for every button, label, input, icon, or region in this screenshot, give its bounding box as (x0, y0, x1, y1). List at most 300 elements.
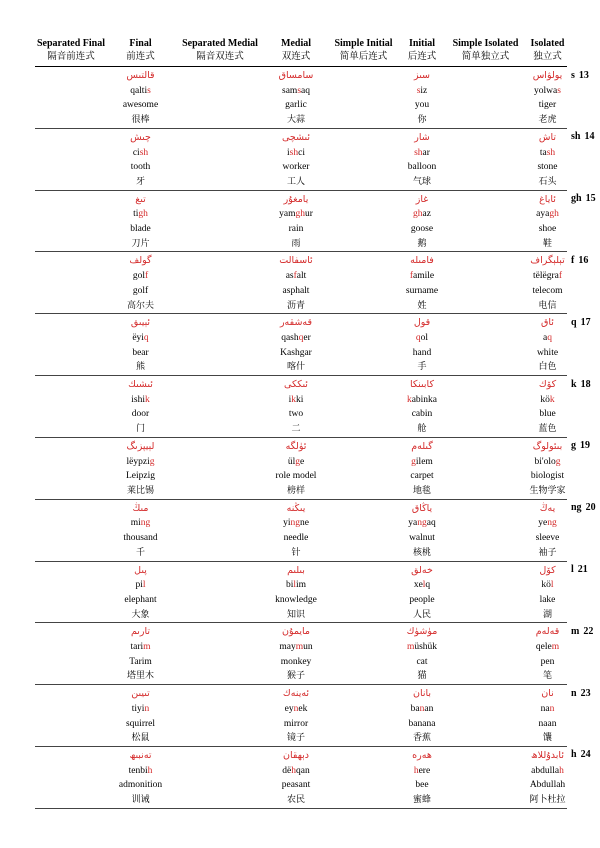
empty-cell (174, 237, 266, 252)
medial-lat-cell (266, 269, 326, 284)
final-lat-cell (107, 516, 174, 531)
latin-part: tëlëgra (532, 271, 559, 282)
latin-part: tenbi (128, 765, 148, 776)
uyghur-arabic-word: سامساق (278, 70, 314, 81)
empty-cell (326, 437, 401, 454)
final-ar-cell (107, 746, 174, 763)
latin-part: ey (284, 703, 294, 714)
isolated-zh-cell (528, 360, 567, 375)
empty-cell (326, 393, 401, 408)
empty-cell (174, 561, 266, 578)
empty-cell (174, 469, 266, 484)
initial-lat-cell (401, 269, 443, 284)
latin-part: ere (418, 765, 431, 776)
latin-highlight: g (555, 456, 561, 467)
table-row (35, 331, 567, 346)
latin-part: ta (539, 147, 547, 158)
isolated-ar-cell (528, 437, 567, 454)
empty-cell (443, 499, 528, 516)
table-row (35, 422, 567, 437)
empty-cell (35, 237, 107, 252)
empty-cell (174, 422, 266, 437)
empty-cell (174, 778, 266, 793)
chinese-gloss: 高尔夫 (126, 300, 154, 311)
isolated-ar-cell (528, 499, 567, 516)
latin-highlight: ng (290, 518, 300, 529)
latin-part: ba (410, 703, 420, 714)
english-gloss: role model (275, 471, 317, 482)
empty-cell (443, 640, 528, 655)
empty-cell (174, 190, 266, 207)
table-row (35, 731, 567, 746)
table-row (35, 284, 567, 299)
final-ar-cell (107, 685, 174, 702)
empty-cell (443, 669, 528, 684)
isolated-en-cell (528, 346, 567, 361)
empty-cell (174, 455, 266, 470)
empty-cell (326, 608, 401, 623)
chinese-gloss: 人民 (412, 609, 431, 620)
final-en-cell (107, 160, 174, 175)
empty-cell (443, 531, 528, 546)
letter-latin: m (571, 625, 580, 637)
uyghur-arabic-word: غاز (415, 193, 429, 205)
english-gloss: people (409, 594, 435, 605)
empty-cell (443, 455, 528, 470)
table-row (35, 469, 567, 484)
chinese-gloss: 莱比锡 (126, 485, 154, 496)
empty-cell (326, 655, 401, 670)
medial-lat-cell (266, 146, 326, 161)
latin-highlight: g (149, 456, 155, 467)
initial-ar-cell (401, 190, 443, 207)
empty-cell (326, 717, 401, 732)
empty-cell (326, 207, 401, 222)
uyghur-arabic-word: گىلەم (411, 440, 433, 452)
final-lat-cell (107, 146, 174, 161)
empty-cell (326, 546, 401, 561)
uyghur-arabic-word: ھەرە (412, 749, 432, 761)
uyghur-arabic-word: شار (414, 131, 430, 143)
uyghur-arabic-word: ئېيىق (130, 317, 151, 329)
medial-en-cell (266, 778, 326, 793)
empty-cell (174, 717, 266, 732)
empty-cell (174, 731, 266, 746)
table-row (35, 669, 567, 684)
final-en-cell (107, 346, 174, 361)
latin-highlight: ng (417, 518, 427, 529)
isolated-ar-cell (528, 561, 567, 578)
medial-lat-cell (266, 84, 326, 99)
latin-highlight: sh (289, 147, 299, 158)
empty-cell (326, 484, 401, 499)
chinese-gloss: 蜜蜂 (412, 795, 431, 806)
uyghur-arabic-word: ئاياغ (539, 193, 556, 205)
letter-latin: l (571, 564, 574, 575)
final-ar-cell (107, 623, 174, 640)
empty-cell (174, 146, 266, 161)
final-ar-cell (107, 561, 174, 578)
empty-cell (443, 422, 528, 437)
isolated-lat-cell (528, 455, 567, 470)
english-gloss: rain (288, 224, 304, 235)
latin-part: as (285, 271, 294, 282)
english-gloss: tiger (538, 100, 557, 111)
empty-cell (443, 717, 528, 732)
english-gloss: admonition (118, 780, 163, 791)
latin-highlight: f (409, 271, 414, 282)
empty-cell (174, 160, 266, 175)
latin-part: mi (130, 518, 141, 529)
initial-en-cell (401, 717, 443, 732)
initial-ar-cell (401, 623, 443, 640)
letter-number: 15 (585, 193, 596, 205)
letter-number: 24 (580, 749, 591, 761)
medial-zh-cell (266, 546, 326, 561)
uyghur-arabic-word: تىيىن (131, 688, 150, 700)
empty-cell (443, 175, 528, 190)
empty-cell (35, 640, 107, 655)
initial-zh-cell (401, 175, 443, 190)
empty-cell (174, 376, 266, 393)
empty-cell (174, 623, 266, 640)
isolated-zh-cell (528, 793, 567, 808)
empty-cell (443, 346, 528, 361)
table-row (35, 98, 567, 113)
initial-en-cell (401, 222, 443, 237)
english-gloss: sleeve (535, 533, 560, 544)
letter-number: 17 (580, 316, 591, 328)
empty-cell (326, 346, 401, 361)
final-ar-cell (107, 437, 174, 454)
empty-cell (443, 237, 528, 252)
letter-number: 16 (578, 254, 589, 266)
initial-lat-cell (401, 393, 443, 408)
initial-lat-cell (401, 455, 443, 470)
empty-cell (35, 346, 107, 361)
isolated-en-cell (528, 98, 567, 113)
table-row (35, 702, 567, 717)
isolated-en-cell (528, 593, 567, 608)
initial-zh-cell (401, 360, 443, 375)
empty-cell (443, 484, 528, 499)
table-row (35, 299, 567, 314)
chinese-gloss: 香蕉 (412, 733, 431, 744)
latin-highlight: s (557, 85, 561, 96)
empty-cell (443, 764, 528, 779)
latin-part: ye (538, 518, 548, 529)
initial-zh-cell (401, 113, 443, 128)
latin-highlight: q (415, 332, 421, 343)
uyghur-arabic-word: تېلېگراف (530, 255, 565, 267)
chinese-gloss: 猫 (417, 671, 427, 682)
latin-highlight: h (291, 765, 296, 776)
isolated-zh-cell (528, 731, 567, 746)
medial-zh-cell (266, 608, 326, 623)
latin-part: er (303, 332, 311, 343)
initial-lat-cell (401, 331, 443, 346)
english-gloss: naan (538, 718, 557, 729)
uyghur-arabic-word: ياڭاق (411, 502, 433, 514)
medial-lat-cell (266, 516, 326, 531)
isolated-lat-cell (528, 331, 567, 346)
final-zh-cell (107, 731, 174, 746)
english-gloss: worker (282, 162, 310, 173)
empty-cell (35, 623, 107, 640)
latin-highlight: gh (413, 209, 423, 220)
final-lat-cell (107, 702, 174, 717)
isolated-en-cell (528, 469, 567, 484)
latin-highlight: sh (546, 147, 556, 158)
english-gloss: stone (537, 162, 558, 173)
latin-highlight: m (406, 642, 415, 653)
latin-part: aq (301, 85, 310, 96)
uyghur-arabic-word: پىل (134, 564, 147, 576)
english-gloss: biologist (530, 471, 565, 482)
initial-ar-cell (401, 67, 443, 84)
chinese-gloss: 石头 (538, 176, 557, 187)
letter-number: 21 (577, 564, 588, 575)
empty-cell (443, 407, 528, 422)
empty-cell (35, 669, 107, 684)
latin-highlight: gh (549, 209, 559, 220)
latin-highlight: g (295, 456, 300, 467)
empty-cell (35, 499, 107, 516)
latin-part: ne (299, 518, 309, 529)
isolated-ar-cell (528, 314, 567, 331)
table-row (35, 376, 567, 393)
empty-cell (35, 331, 107, 346)
empty-cell (443, 222, 528, 237)
initial-lat-cell (401, 640, 443, 655)
chinese-gloss: 地毯 (412, 485, 431, 496)
empty-cell (35, 778, 107, 793)
latin-highlight: f (293, 271, 297, 282)
isolated-ar-cell (528, 685, 567, 702)
medial-lat-cell (266, 455, 326, 470)
empty-cell (174, 640, 266, 655)
chinese-gloss: 核桃 (412, 547, 431, 558)
latin-highlight: m (295, 642, 304, 653)
latin-part: ek (298, 703, 308, 714)
empty-cell (443, 67, 528, 84)
empty-cell (326, 702, 401, 717)
english-gloss: golf (132, 285, 149, 296)
english-gloss: telecom (532, 285, 563, 296)
english-gloss: blue (539, 409, 556, 420)
initial-en-cell (401, 98, 443, 113)
english-gloss: lake (539, 594, 556, 605)
empty-cell (35, 207, 107, 222)
table-row (35, 608, 567, 623)
latin-part: qan (296, 765, 310, 776)
latin-part: sam (282, 85, 298, 96)
initial-zh-cell (401, 422, 443, 437)
empty-cell (35, 84, 107, 99)
uyghur-arabic-word: ئاسفالت (279, 255, 313, 267)
english-gloss: mirror (283, 718, 309, 729)
latin-highlight: n (293, 703, 299, 714)
chinese-gloss: 塔里木 (126, 671, 154, 682)
empty-cell (326, 407, 401, 422)
chinese-gloss: 白色 (538, 362, 557, 373)
empty-cell (174, 546, 266, 561)
empty-cell (326, 98, 401, 113)
empty-cell (326, 469, 401, 484)
empty-cell (443, 84, 528, 99)
isolated-ar-cell (528, 252, 567, 269)
english-gloss: Leipzig (125, 471, 155, 482)
uyghur-arabic-word: ئابدۇللاھ (531, 749, 564, 761)
latin-part: az (422, 209, 431, 220)
medial-ar-cell (266, 561, 326, 578)
isolated-lat-cell (528, 84, 567, 99)
final-ar-cell (107, 252, 174, 269)
medial-lat-cell (266, 764, 326, 779)
english-gloss: walnut (409, 533, 435, 544)
latin-part: pi (135, 580, 143, 591)
empty-cell (443, 793, 528, 808)
isolated-en-cell (528, 655, 567, 670)
final-zh-cell (107, 669, 174, 684)
empty-cell (35, 98, 107, 113)
english-gloss: monkey (280, 656, 312, 667)
empty-cell (35, 455, 107, 470)
english-gloss: peasant (281, 780, 311, 791)
table-row (35, 640, 567, 655)
isolated-ar-cell (528, 623, 567, 640)
uyghur-arabic-word: ئەينەك (282, 688, 310, 700)
latin-part: abinka (411, 394, 438, 405)
latin-highlight: h (147, 765, 153, 776)
latin-part: abdulla (531, 765, 560, 776)
latin-part: bi (285, 580, 294, 591)
empty-cell (174, 314, 266, 331)
latin-highlight: q (143, 332, 149, 343)
empty-cell (174, 764, 266, 779)
uyghur-arabic-word: تەنبىھ (129, 749, 152, 761)
english-gloss: squirrel (125, 718, 156, 729)
isolated-en-cell (528, 531, 567, 546)
empty-cell (174, 175, 266, 190)
uyghur-arabic-word: كۆل (539, 564, 556, 576)
latin-part: alt (296, 271, 307, 282)
empty-cell (326, 578, 401, 593)
latin-highlight: l (293, 580, 296, 591)
chinese-gloss: 电信 (538, 300, 557, 311)
empty-cell (174, 746, 266, 763)
medial-en-cell (266, 160, 326, 175)
isolated-ar-cell (528, 128, 567, 145)
isolated-lat-cell (528, 578, 567, 593)
latin-part: ti (133, 209, 139, 220)
latin-highlight: f (144, 271, 149, 282)
table-row (35, 237, 567, 252)
initial-lat-cell (401, 764, 443, 779)
latin-highlight: s (297, 85, 302, 96)
latin-highlight: l (422, 580, 426, 591)
chinese-gloss: 知识 (286, 609, 305, 620)
chinese-gloss: 针 (291, 547, 301, 558)
uyghur-arabic-word: كۆك (538, 379, 557, 391)
latin-part: yam (279, 209, 296, 220)
empty-cell (443, 252, 528, 269)
empty-cell (443, 360, 528, 375)
table-row (35, 516, 567, 531)
empty-cell (174, 346, 266, 361)
table-row (35, 623, 567, 640)
empty-cell (35, 702, 107, 717)
empty-cell (35, 113, 107, 128)
empty-cell (443, 746, 528, 763)
uyghur-arabic-word: مۈشۈك (406, 626, 438, 638)
medial-ar-cell (266, 252, 326, 269)
header-row (35, 36, 567, 67)
latin-part: yi (283, 518, 291, 529)
initial-ar-cell (401, 561, 443, 578)
english-gloss: Kashgar (280, 347, 312, 358)
latin-part: ilem (415, 456, 433, 467)
empty-cell (326, 190, 401, 207)
english-gloss: surname (405, 285, 439, 296)
medial-lat-cell (266, 331, 326, 346)
empty-cell (443, 376, 528, 393)
medial-zh-cell (266, 237, 326, 252)
isolated-en-cell (528, 222, 567, 237)
table-row (35, 484, 567, 499)
header-simple-isolated: Simple Isolated 简单独立式 (452, 38, 519, 62)
empty-cell (174, 269, 266, 284)
empty-cell (174, 484, 266, 499)
empty-cell (174, 702, 266, 717)
uyghur-arabic-word: يەڭ (539, 502, 556, 514)
initial-ar-cell (401, 252, 443, 269)
latin-part: gol (132, 271, 145, 282)
empty-cell (35, 376, 107, 393)
latin-part: ur (304, 209, 313, 220)
table-row (35, 593, 567, 608)
chinese-gloss: 训诫 (131, 795, 150, 806)
empty-cell (174, 113, 266, 128)
empty-cell (443, 146, 528, 161)
medial-en-cell (266, 346, 326, 361)
uyghur-arabic-word: سىز (413, 70, 431, 81)
empty-cell (174, 360, 266, 375)
initial-en-cell (401, 593, 443, 608)
uyghur-arabic-word: قەشقەر (279, 317, 313, 329)
english-gloss: cat (416, 656, 428, 667)
empty-cell (35, 222, 107, 237)
initial-zh-cell (401, 237, 443, 252)
latin-part: ül (287, 456, 296, 467)
latin-part: ci (298, 147, 305, 158)
initial-en-cell (401, 655, 443, 670)
empty-cell (35, 190, 107, 207)
chinese-gloss: 蓝色 (538, 424, 557, 435)
empty-cell (326, 146, 401, 161)
latin-part: im (296, 580, 307, 591)
medial-zh-cell (266, 360, 326, 375)
isolated-en-cell (528, 407, 567, 422)
medial-zh-cell (266, 669, 326, 684)
final-ar-cell (107, 190, 174, 207)
header-separated-medial: Separated Medial 隔音双连式 (182, 38, 258, 62)
initial-lat-cell (401, 578, 443, 593)
latin-highlight: k (549, 394, 555, 405)
english-gloss: Tarim (129, 656, 152, 667)
letter-number: 23 (580, 687, 591, 699)
uyghur-arabic-word: خەلق (411, 564, 433, 576)
